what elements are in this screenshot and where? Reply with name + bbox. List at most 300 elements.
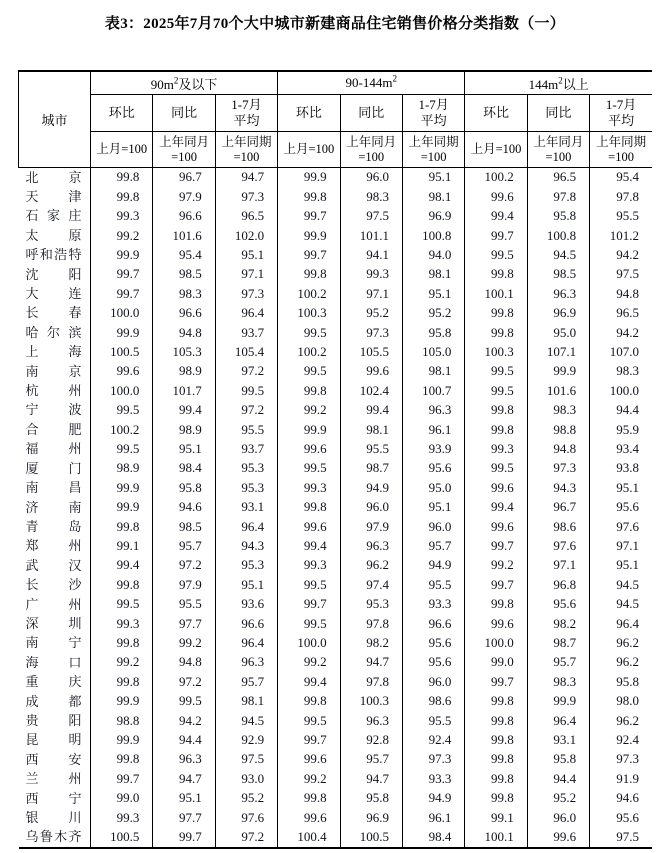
value-cell: 99.5	[278, 362, 340, 381]
value-cell: 98.1	[340, 420, 402, 439]
value-cell: 99.4	[278, 673, 340, 692]
value-cell: 99.9	[91, 498, 153, 517]
value-cell: 98.3	[590, 362, 652, 381]
value-cell: 99.7	[91, 284, 153, 303]
value-cell: 95.1	[215, 246, 277, 265]
city-cell	[19, 556, 91, 575]
value-cell: 99.4	[465, 207, 527, 226]
table-row	[19, 207, 653, 226]
value-cell: 99.8	[465, 265, 527, 284]
table-row	[19, 226, 653, 245]
value-cell: 96.3	[153, 750, 215, 769]
value-cell: 94.3	[215, 537, 277, 556]
city-name: 贵 阳	[25, 712, 82, 728]
value-cell: 95.2	[402, 304, 464, 323]
city-name: 哈 尔 滨	[25, 324, 82, 340]
value-cell: 99.8	[91, 634, 153, 653]
value-cell: 99.8	[91, 517, 153, 536]
value-cell: 96.2	[590, 634, 652, 653]
value-cell: 98.8	[527, 420, 589, 439]
value-cell: 99.6	[91, 362, 153, 381]
city-name: 南 京	[25, 363, 82, 379]
value-cell: 99.8	[278, 498, 340, 517]
table-row	[19, 517, 653, 536]
value-cell: 97.7	[153, 808, 215, 827]
value-cell: 99.8	[278, 187, 340, 206]
value-cell: 102.0	[215, 226, 277, 245]
value-cell: 99.7	[278, 207, 340, 226]
value-cell: 99.3	[278, 556, 340, 575]
city-name: 厦 门	[25, 460, 82, 476]
value-cell: 100.0	[278, 634, 340, 653]
value-cell: 97.1	[527, 556, 589, 575]
group-header-90-and-below: $90m^2$及以下	[91, 71, 278, 95]
value-cell: 100.2	[91, 420, 153, 439]
col-header-avg: 1-7月 平均	[402, 95, 464, 132]
value-cell: 98.2	[527, 614, 589, 633]
value-cell: 107.0	[590, 343, 652, 362]
value-cell: 99.7	[91, 770, 153, 789]
city-cell	[19, 420, 91, 439]
value-cell: 99.2	[278, 401, 340, 420]
value-cell: 99.8	[278, 265, 340, 284]
city-column-header: 城市	[19, 71, 91, 168]
city-cell	[19, 381, 91, 400]
city-cell	[19, 479, 91, 498]
value-cell: 97.7	[153, 614, 215, 633]
value-cell: 99.5	[465, 246, 527, 265]
value-cell: 96.4	[590, 614, 652, 633]
group-header-90-144: $90-144m^2$	[278, 71, 465, 95]
value-cell: 97.3	[527, 459, 589, 478]
value-cell: 99.8	[465, 731, 527, 750]
value-cell: 98.8	[91, 711, 153, 730]
value-cell: 99.2	[465, 556, 527, 575]
value-cell: 99.0	[465, 653, 527, 672]
city-cell	[19, 576, 91, 595]
value-cell: 96.3	[527, 284, 589, 303]
city-cell	[19, 459, 91, 478]
value-cell: 99.4	[153, 401, 215, 420]
value-cell: 97.9	[340, 517, 402, 536]
col-header-mom: 环比	[91, 95, 153, 132]
value-cell: 99.2	[91, 653, 153, 672]
value-cell: 100.0	[465, 634, 527, 653]
value-cell: 98.4	[153, 459, 215, 478]
table-row	[19, 187, 653, 206]
value-cell: 99.5	[153, 692, 215, 711]
value-cell: 95.7	[153, 537, 215, 556]
base-yoy: 上年同月 =100	[153, 132, 215, 168]
value-cell: 93.7	[215, 323, 277, 342]
value-cell: 97.4	[340, 576, 402, 595]
value-cell: 100.2	[278, 284, 340, 303]
value-cell: 95.3	[215, 556, 277, 575]
value-cell: 94.7	[340, 770, 402, 789]
value-cell: 96.1	[402, 808, 464, 827]
value-cell: 98.2	[340, 634, 402, 653]
value-cell: 101.7	[153, 381, 215, 400]
value-cell: 99.3	[91, 614, 153, 633]
value-cell: 100.0	[91, 304, 153, 323]
value-cell: 99.7	[465, 576, 527, 595]
value-cell: 92.4	[590, 731, 652, 750]
table-row	[19, 459, 653, 478]
value-cell: 99.8	[465, 789, 527, 808]
base-yoy: 上年同月 =100	[340, 132, 402, 168]
value-cell: 95.9	[590, 420, 652, 439]
city-cell	[19, 284, 91, 303]
value-cell: 101.1	[340, 226, 402, 245]
value-cell: 99.6	[340, 362, 402, 381]
value-cell: 99.9	[91, 323, 153, 342]
value-cell: 100.2	[465, 168, 527, 188]
value-cell: 98.9	[153, 420, 215, 439]
value-cell: 99.5	[278, 323, 340, 342]
value-cell: 93.9	[402, 440, 464, 459]
city-cell	[19, 246, 91, 265]
value-cell: 95.6	[402, 653, 464, 672]
value-cell: 95.3	[215, 479, 277, 498]
city-name: 成 都	[25, 693, 82, 709]
value-cell: 99.5	[465, 362, 527, 381]
value-cell: 99.2	[91, 226, 153, 245]
value-cell: 95.6	[402, 459, 464, 478]
city-cell	[19, 226, 91, 245]
value-cell: 97.8	[340, 614, 402, 633]
value-cell: 101.6	[153, 226, 215, 245]
value-cell: 97.6	[590, 517, 652, 536]
value-cell: 99.8	[278, 692, 340, 711]
value-cell: 99.5	[278, 459, 340, 478]
value-cell: 99.5	[91, 595, 153, 614]
col-header-yoy: 同比	[153, 95, 215, 132]
value-cell: 95.1	[590, 556, 652, 575]
price-index-table	[18, 70, 652, 849]
value-cell: 98.4	[402, 828, 464, 848]
value-cell: 95.3	[215, 459, 277, 478]
table-row	[19, 284, 653, 303]
table-row	[19, 731, 653, 750]
table-row	[19, 420, 653, 439]
value-cell: 95.5	[215, 420, 277, 439]
value-cell: 105.0	[402, 343, 464, 362]
table-row	[19, 828, 653, 848]
value-cell: 99.5	[91, 440, 153, 459]
value-cell: 96.2	[590, 711, 652, 730]
value-cell: 97.5	[340, 207, 402, 226]
value-cell: 99.5	[278, 711, 340, 730]
value-cell: 100.8	[527, 226, 589, 245]
value-cell: 97.6	[215, 808, 277, 827]
value-cell: 94.5	[590, 595, 652, 614]
value-cell: 95.4	[590, 168, 652, 188]
table-row	[19, 168, 653, 188]
value-cell: 95.6	[590, 808, 652, 827]
value-cell: 99.8	[91, 750, 153, 769]
table-row	[19, 789, 653, 808]
value-cell: 97.9	[153, 576, 215, 595]
value-cell: 96.4	[215, 634, 277, 653]
table-row	[19, 634, 653, 653]
value-cell: 97.6	[527, 537, 589, 556]
value-cell: 96.6	[402, 614, 464, 633]
value-cell: 99.6	[278, 440, 340, 459]
value-cell: 96.2	[340, 556, 402, 575]
value-cell: 99.8	[278, 381, 340, 400]
value-cell: 94.8	[153, 323, 215, 342]
city-name: 长 沙	[25, 577, 82, 593]
value-cell: 95.1	[402, 284, 464, 303]
value-cell: 99.5	[215, 381, 277, 400]
value-cell: 99.9	[527, 362, 589, 381]
value-cell: 98.3	[153, 284, 215, 303]
value-cell: 97.3	[215, 284, 277, 303]
value-cell: 94.2	[590, 246, 652, 265]
value-cell: 93.4	[590, 440, 652, 459]
value-cell: 99.6	[278, 808, 340, 827]
value-cell: 99.3	[91, 207, 153, 226]
city-cell	[19, 343, 91, 362]
value-cell: 93.3	[402, 770, 464, 789]
value-cell: 94.8	[153, 653, 215, 672]
value-cell: 99.9	[278, 168, 340, 188]
value-cell: 95.1	[402, 498, 464, 517]
value-cell: 94.2	[153, 711, 215, 730]
value-cell: 99.8	[465, 595, 527, 614]
city-cell	[19, 673, 91, 692]
value-cell: 97.3	[402, 750, 464, 769]
value-cell: 97.8	[340, 673, 402, 692]
value-cell: 101.2	[590, 226, 652, 245]
value-cell: 99.7	[465, 673, 527, 692]
value-cell: 99.9	[278, 226, 340, 245]
value-cell: 95.2	[215, 789, 277, 808]
value-cell: 94.9	[402, 789, 464, 808]
value-cell: 99.8	[278, 789, 340, 808]
value-cell: 98.1	[402, 362, 464, 381]
value-cell: 98.3	[340, 187, 402, 206]
city-name: 大 连	[25, 286, 82, 302]
value-cell: 93.0	[215, 770, 277, 789]
value-cell: 99.8	[465, 323, 527, 342]
value-cell: 97.2	[153, 673, 215, 692]
value-cell: 99.8	[91, 673, 153, 692]
value-cell: 99.3	[465, 440, 527, 459]
value-cell: 96.6	[215, 614, 277, 633]
value-cell: 97.1	[590, 537, 652, 556]
value-cell: 94.3	[527, 479, 589, 498]
table-row	[19, 711, 653, 730]
city-cell	[19, 323, 91, 342]
city-cell	[19, 750, 91, 769]
value-cell: 94.8	[590, 284, 652, 303]
value-cell: 99.5	[465, 459, 527, 478]
table-row	[19, 750, 653, 769]
value-cell: 97.5	[215, 750, 277, 769]
value-cell: 97.2	[215, 828, 277, 848]
value-cell: 99.8	[465, 401, 527, 420]
value-cell: 100.0	[91, 381, 153, 400]
value-cell: 97.9	[153, 187, 215, 206]
superscript-2: 2	[392, 73, 397, 84]
base-avg: 上年同期 =100	[215, 132, 277, 168]
table-row	[19, 692, 653, 711]
value-cell: 107.1	[527, 343, 589, 362]
value-cell: 99.8	[91, 168, 153, 188]
col-header-mom: 环比	[278, 95, 340, 132]
value-cell: 95.7	[340, 750, 402, 769]
value-cell: 99.8	[465, 420, 527, 439]
value-cell: 100.3	[465, 343, 527, 362]
value-cell: 95.8	[527, 750, 589, 769]
value-cell: 105.5	[340, 343, 402, 362]
value-cell: 94.6	[590, 789, 652, 808]
city-cell	[19, 498, 91, 517]
value-cell: 96.9	[402, 207, 464, 226]
value-cell: 98.7	[527, 634, 589, 653]
value-cell: 99.2	[153, 634, 215, 653]
city-cell	[19, 517, 91, 536]
value-cell: 97.8	[590, 187, 652, 206]
value-cell: 100.5	[91, 343, 153, 362]
value-cell: 100.1	[465, 828, 527, 848]
value-cell: 99.9	[91, 479, 153, 498]
value-cell: 94.5	[527, 246, 589, 265]
city-name: 西 安	[25, 751, 82, 767]
value-cell: 95.5	[402, 576, 464, 595]
value-cell: 99.9	[91, 246, 153, 265]
table-row	[19, 673, 653, 692]
city-cell	[19, 828, 91, 848]
value-cell: 99.4	[91, 556, 153, 575]
city-cell	[19, 595, 91, 614]
city-cell	[19, 692, 91, 711]
value-cell: 99.8	[465, 770, 527, 789]
value-cell: 94.8	[527, 440, 589, 459]
city-cell	[19, 207, 91, 226]
city-name: 上 海	[25, 344, 82, 360]
value-cell: 94.4	[153, 731, 215, 750]
value-cell: 100.5	[340, 828, 402, 848]
value-cell: 96.5	[590, 304, 652, 323]
table-row	[19, 323, 653, 342]
city-name: 福 州	[25, 441, 82, 457]
city-cell	[19, 265, 91, 284]
page-title: 表3：2025年7月70个大中城市新建商品住宅销售价格分类指数（一）	[104, 16, 566, 32]
value-cell: 95.7	[527, 653, 589, 672]
value-cell: 98.3	[527, 401, 589, 420]
value-cell: 99.0	[91, 789, 153, 808]
city-name: 青 岛	[25, 518, 82, 534]
value-cell: 99.7	[91, 265, 153, 284]
value-cell: 94.9	[402, 556, 464, 575]
value-cell: 99.5	[278, 614, 340, 633]
value-cell: 94.5	[215, 711, 277, 730]
value-cell: 98.1	[402, 265, 464, 284]
city-name: 南 宁	[25, 635, 82, 651]
value-cell: 94.5	[590, 576, 652, 595]
value-cell: 97.3	[215, 187, 277, 206]
value-cell: 96.2	[590, 653, 652, 672]
value-cell: 99.6	[527, 828, 589, 848]
value-cell: 99.2	[278, 770, 340, 789]
value-cell: 98.9	[91, 459, 153, 478]
value-cell: 95.1	[402, 168, 464, 188]
value-cell: 99.8	[91, 576, 153, 595]
value-cell: 96.1	[402, 420, 464, 439]
value-cell: 94.0	[402, 246, 464, 265]
value-cell: 94.2	[590, 323, 652, 342]
table-row	[19, 343, 653, 362]
value-cell: 100.3	[278, 304, 340, 323]
value-cell: 99.6	[278, 517, 340, 536]
value-cell: 100.4	[278, 828, 340, 848]
city-name: 武 汉	[25, 557, 82, 573]
value-cell: 93.8	[590, 459, 652, 478]
value-cell: 97.2	[215, 362, 277, 381]
value-cell: 99.4	[465, 498, 527, 517]
value-cell: 102.4	[340, 381, 402, 400]
value-cell: 99.7	[278, 246, 340, 265]
value-cell: 95.1	[215, 576, 277, 595]
col-header-avg: 1-7月 平均	[215, 95, 277, 132]
base-mom: 上月=100	[278, 132, 340, 168]
value-cell: 96.6	[153, 304, 215, 323]
table-row	[19, 479, 653, 498]
city-cell	[19, 304, 91, 323]
value-cell: 99.6	[278, 750, 340, 769]
value-cell: 95.2	[527, 789, 589, 808]
value-cell: 91.9	[590, 770, 652, 789]
col-header-avg: 1-7月 平均	[590, 95, 652, 132]
group-header-row	[19, 71, 653, 95]
value-cell: 96.0	[340, 498, 402, 517]
city-name: 广 州	[25, 596, 82, 612]
table-row	[19, 401, 653, 420]
value-cell: 95.8	[590, 673, 652, 692]
col-header-yoy: 同比	[340, 95, 402, 132]
value-cell: 99.5	[278, 576, 340, 595]
value-cell: 99.7	[278, 731, 340, 750]
city-name: 北 京	[25, 169, 82, 185]
value-cell: 95.6	[527, 595, 589, 614]
value-cell: 99.9	[278, 420, 340, 439]
value-cell: 97.3	[590, 750, 652, 769]
value-cell: 94.1	[340, 246, 402, 265]
value-cell: 100.1	[465, 284, 527, 303]
value-cell: 94.7	[153, 770, 215, 789]
table-row	[19, 362, 653, 381]
value-cell: 96.6	[153, 207, 215, 226]
value-cell: 98.6	[402, 692, 464, 711]
value-cell: 94.7	[340, 653, 402, 672]
value-cell: 97.1	[215, 265, 277, 284]
city-cell	[19, 187, 91, 206]
table-row	[19, 498, 653, 517]
city-name: 西 宁	[25, 790, 82, 806]
city-name: 长 春	[25, 305, 82, 321]
city-cell	[19, 731, 91, 750]
city-cell	[19, 537, 91, 556]
base-avg: 上年同期 =100	[402, 132, 464, 168]
value-cell: 99.2	[278, 653, 340, 672]
value-cell: 99.5	[91, 401, 153, 420]
value-cell: 94.9	[340, 479, 402, 498]
value-cell: 99.3	[340, 265, 402, 284]
city-name: 郑 州	[25, 538, 82, 554]
col-header-yoy: 同比	[527, 95, 589, 132]
